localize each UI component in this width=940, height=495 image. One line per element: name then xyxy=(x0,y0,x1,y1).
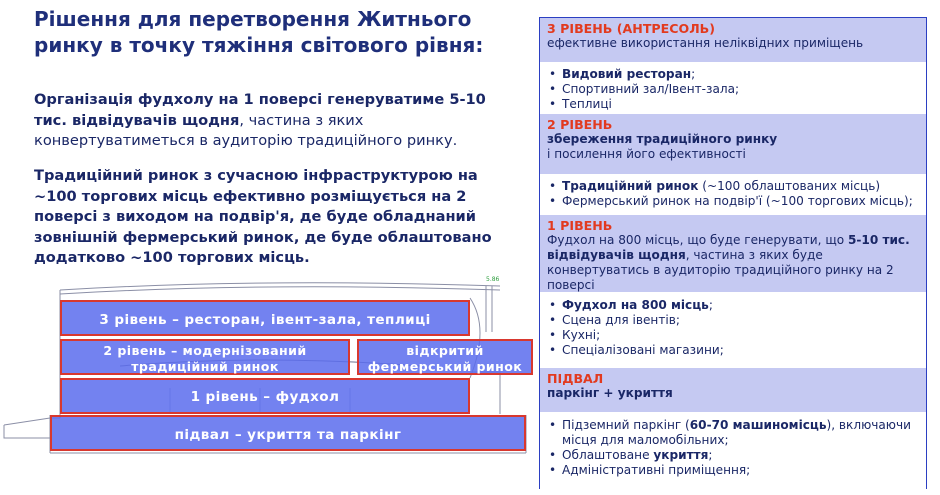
level2-label: 2 РІВЕНЬ xyxy=(547,117,613,132)
levels-panel xyxy=(539,17,927,489)
level2-bar-line2: традиційний ринок xyxy=(131,359,279,374)
list-item-text: Фермерський ринок на подвір'ї (~100 торгових місць); xyxy=(562,194,913,208)
roof-line xyxy=(60,283,500,290)
list-item-text: Спортивний зал/Івент-зала; xyxy=(562,82,740,96)
list-item xyxy=(547,82,919,97)
level1-list xyxy=(540,292,926,368)
list-item-text: Облаштоване xyxy=(562,448,654,462)
level1-desc-b: , частина з яких буде конвертуватись в аудиторію традиційного ринку на 2 поверсі xyxy=(547,248,894,292)
list-item-bold: Видовий ресторан xyxy=(562,67,692,81)
list-item-text: Адміністративні приміщення; xyxy=(562,463,751,477)
level3-list xyxy=(540,62,926,114)
level2-bar-line1: 2 рівень – модернізований xyxy=(103,343,307,358)
level3-label: 3 РІВЕНЬ (АНТРЕСОЛЬ) xyxy=(547,21,716,36)
list-item xyxy=(547,194,919,209)
list-item-text: Спеціалізовані магазини; xyxy=(562,343,724,357)
basement-label: ПІДВАЛ xyxy=(547,371,604,386)
page-title: Рішення для перетворення Житнього ринку в точку тяжіння світового рівня: xyxy=(34,7,484,57)
list-item-text: Підземний паркінг ( xyxy=(562,418,690,432)
list-item xyxy=(547,448,919,463)
level2-bar xyxy=(60,339,350,375)
list-item xyxy=(547,328,919,343)
list-item xyxy=(547,97,919,112)
list-item-bold: Традиційний ринок xyxy=(562,179,699,193)
level1-bar: 1 рівень – фудхол xyxy=(60,378,470,414)
list-item-text: (~100 облаштованих місць) xyxy=(698,179,881,193)
open-market-bar xyxy=(357,339,533,375)
list-item-bold: 60-70 машиномісць xyxy=(689,418,827,432)
list-item xyxy=(547,463,919,478)
list-item-text: ; xyxy=(708,298,713,312)
level1-desc-bold: 5-10 тис. відвідувачів щодня xyxy=(547,233,910,262)
level2-header xyxy=(540,114,926,174)
level3-desc: ефективне використання неліквідних приміщень xyxy=(547,36,864,50)
list-item-text: ), включаючи місця для маломобільних; xyxy=(562,418,911,447)
list-item xyxy=(547,343,919,358)
market-paragraph: Традиційний ринок з сучасною інфраструктурою на ~100 торгових місць ефективно розміщується на 2 поверсі з виходом на подвір'я, де буде обладнаний зовнішній фермерський ринок, де буде облаштовано додатково ~100 торгових місць. xyxy=(34,167,492,266)
list-item-text: Теплиці xyxy=(562,97,612,111)
level1-desc-a: Фудхол на 800 місць, що буде генерувати, що xyxy=(547,233,848,247)
dimension-label: 5.86 xyxy=(486,276,500,283)
list-item xyxy=(547,313,919,328)
level2-desc-bold: збереження традиційного ринку xyxy=(547,132,778,146)
foodhall-paragraph xyxy=(34,90,514,152)
building-section-drawing xyxy=(0,268,535,495)
list-item-text: Сцена для івентів; xyxy=(562,313,680,327)
level1-label: 1 РІВЕНЬ xyxy=(547,218,613,233)
open-market-line1: відкритий xyxy=(406,343,484,358)
level2-desc: і посилення його ефективності xyxy=(547,147,746,161)
foodhall-paragraph-rest: , частина з яких конвертуватиметься в аудиторію традиційного ринку. xyxy=(34,111,458,149)
list-item xyxy=(547,67,919,82)
list-item-bold: Фудхол на 800 місць xyxy=(562,298,709,312)
list-item-text: Кухні; xyxy=(562,328,601,342)
level3-header xyxy=(540,18,926,62)
open-market-line2: фермерський ринок xyxy=(367,359,523,374)
list-item xyxy=(547,298,919,313)
list-item-text: ; xyxy=(691,67,696,81)
basement-list xyxy=(540,412,926,490)
level3-bar: 3 рівень – ресторан, івент-зала, теплиці xyxy=(60,300,470,336)
list-item xyxy=(547,418,919,448)
foodhall-paragraph-bold: Організація фудхолу на 1 поверсі генеруватиме 5-10 тис. відвідувачів щодня xyxy=(34,91,486,129)
level1-desc xyxy=(547,233,919,293)
basement-bar: підвал – укриття та паркінг xyxy=(50,415,526,451)
list-item xyxy=(547,179,919,194)
level1-header xyxy=(540,215,926,292)
list-item-text: ; xyxy=(708,448,713,462)
basement-header xyxy=(540,368,926,412)
level2-list xyxy=(540,174,926,215)
list-item-bold: укриття xyxy=(653,448,709,462)
basement-desc: паркінг + укриття xyxy=(547,386,673,400)
